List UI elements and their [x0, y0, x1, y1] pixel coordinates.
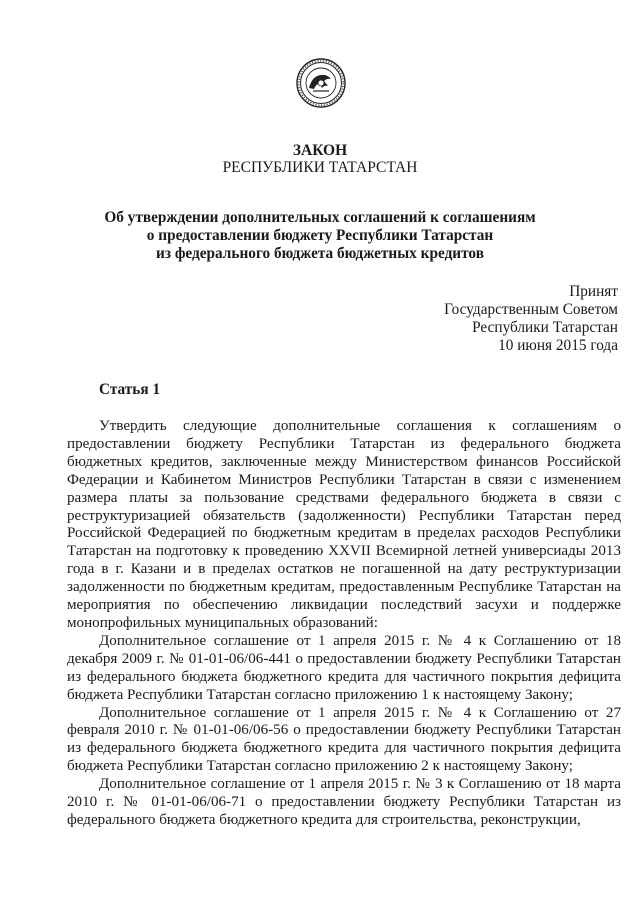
law-title: ЗАКОН — [292, 142, 348, 159]
paragraph: Дополнительное соглашение от 1 апреля 2015 г. № 4 к Соглашению от 18 декабря 2009 г. № 01-01-06/06-441 о предоставлении бюджету Республики Татарстан из федерального бюджета бюджетного кредита для частичного покрытия дефицита бюджета Республики Татарстан согласно приложению 1 к настоящему Закону; — [67, 632, 621, 703]
article-body — [67, 418, 621, 830]
paragraph: Дополнительное соглашение от 1 апреля 2015 г. № 3 к Соглашению от 18 марта 2010 г. № 01-01-06/06-71 о предоставлении бюджету Республики Татарстан из федерального бюджета бюджетного кредита для строительства, реконструкции, — [67, 776, 621, 828]
article-heading: Статья 1 — [99, 381, 161, 398]
subject-line: о предоставлении бюджету Республики Татарстан — [146, 227, 494, 244]
adoption-line: Государственным Советом — [444, 301, 618, 318]
adoption-line: Принят — [569, 283, 618, 300]
adoption-date: 10 июня 2015 года — [498, 337, 618, 354]
paragraph: Дополнительное соглашение от 1 апреля 2015 г. № 4 к Соглашению от 27 февраля 2010 г. № 01-01-06/06-56 о предоставлении бюджету Республики Татарстан из федерального бюджета бюджетного кредита для частичного покрытия дефицита бюджета Республики Татарстан согласно приложению 2 к настоящему Закону; — [67, 704, 621, 775]
law-subtitle: РЕСПУБЛИКИ ТАТАРСТАН — [222, 159, 418, 176]
law-subject — [60, 209, 580, 263]
subject-line: из федерального бюджета бюджетных кредитов — [156, 245, 484, 262]
paragraph: Утвердить следующие дополнительные соглашения к соглашениям о предоставлении бюджету Республики Татарстан из федерального бюджета бюджетных кредитов, заключенные между Министерством финансов Российской Федерации и Кабинетом Министров Республики Татарстан в связи с изменением размера платы за пользование средствами федерального бюджета в связи с реструктуризацией обязательств (задолженности) Республики Татарстан перед Российской Федерацией по бюджетным кредитам в пределах расходов Республики Татарстан на подготовку к проведению XXVII Всемирной летней универсиады 2013 года в г. Казани и в пределах остатков не погашенной на дату реструктуризации задолженности по бюджетным кредитам, предоставленным Республике Татарстан на мероприятия по обеспечению ликвидации последствий засухи и поддержке монопрофильных муниципальных образований: — [67, 418, 621, 631]
adoption-line: Республики Татарстан — [472, 319, 618, 336]
subject-line: Об утверждении дополнительных соглашений к соглашениям — [104, 209, 536, 226]
tatarstan-emblem-icon — [296, 58, 346, 108]
adoption-block — [444, 283, 618, 355]
